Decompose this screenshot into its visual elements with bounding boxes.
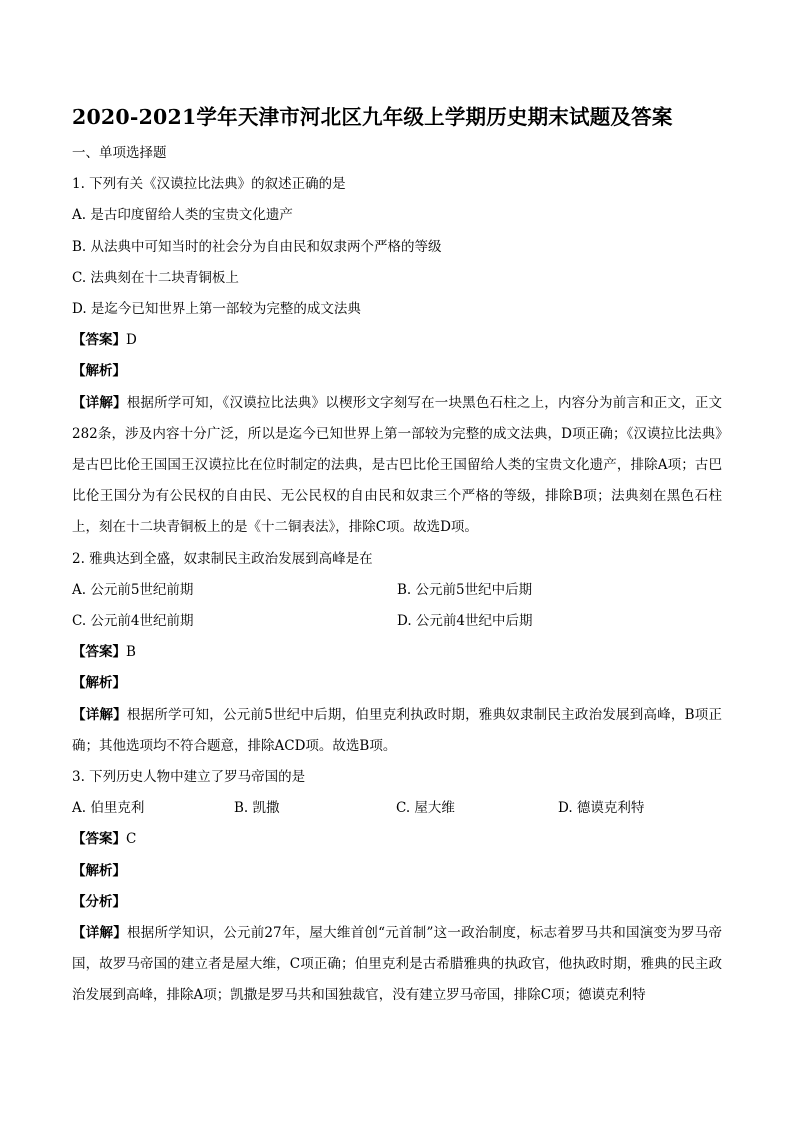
q1-option-c: C. 法典刻在十二块青铜板上 — [72, 269, 239, 286]
q3-answer-value: C — [126, 831, 137, 848]
q2-options-row-1 — [72, 575, 722, 606]
q2-option-d: D. 公元前4世纪中后期 — [397, 613, 533, 630]
analysis-tag: 【解析】 — [72, 675, 126, 692]
q3-option-c: C. 屋大维 — [396, 800, 455, 817]
answer-tag: 【答案】 — [72, 644, 126, 661]
detail-tag: 【详解】 — [72, 925, 127, 942]
q1-analysis-heading — [72, 356, 722, 387]
q2-analysis-heading — [72, 668, 722, 699]
answer-tag: 【答案】 — [72, 831, 126, 848]
q1-stem: 1. 下列有关《汉谟拉比法典》的叙述正确的是 — [72, 176, 346, 193]
q3-fenxi-heading — [72, 887, 722, 918]
q1-answer — [72, 325, 722, 356]
q2-option-a: A. 公元前5世纪前期 — [72, 581, 194, 598]
q1-answer-value: D — [126, 332, 137, 349]
detail-tag: 【详解】 — [72, 394, 127, 411]
q2-answer — [72, 637, 722, 668]
document-page — [72, 102, 722, 1012]
analysis-tag: 【解析】 — [72, 862, 126, 879]
q3-detail-text: 根据所学知识，公元前27年，屋大维首创“元首制”这一政治制度，标志着罗马共和国演变为罗马帝国，故罗马帝国的建立者是屋大维，C项正确；伯里克利是古希腊雅典的执政官，他执政时期，雅典的民主政治发展到高峰，排除A项；凯撒是罗马共和国独裁官，没有建立罗马帝国，排除C项；德谟克利特 — [72, 925, 723, 1004]
q1-detail — [72, 388, 722, 544]
answer-tag: 【答案】 — [72, 332, 126, 349]
section-heading: 一、单项选择题 — [72, 145, 167, 161]
q3-option-b: B. 凯撒 — [234, 800, 280, 817]
q2-option-c: C. 公元前4世纪前期 — [72, 613, 194, 630]
q2-detail — [72, 700, 722, 762]
q3-analysis-heading — [72, 856, 722, 887]
q3-answer — [72, 824, 722, 855]
q3-option-a: A. 伯里克利 — [72, 800, 145, 817]
q2-options-row-2 — [72, 606, 722, 637]
q1-option-d: D. 是迄今已知世界上第一部较为完整的成文法典 — [72, 301, 361, 318]
q3-detail — [72, 918, 722, 1012]
fenxi-tag: 【分析】 — [72, 893, 126, 910]
q3-option-d: D. 德谟克利特 — [558, 800, 645, 817]
q2-stem: 2. 雅典达到全盛，奴隶制民主政治发展到高峰是在 — [72, 550, 373, 567]
q3-stem: 3. 下列历史人物中建立了罗马帝国的是 — [72, 769, 306, 786]
detail-tag: 【详解】 — [72, 706, 127, 723]
document-title: 2020-2021学年天津市河北区九年级上学期历史期末试题及答案 — [72, 105, 673, 129]
q1-detail-text: 根据所学可知，《汉谟拉比法典》以楔形文字刻写在一块黑色石柱之上，内容分为前言和正文，正文282条，涉及内容十分广泛，所以是迄今已知世界上第一部较为完整的成文法典，D项正确；《汉谟拉比法典》是古巴比伦王国国王汉谟拉比在位时制定的法典，是古巴比伦王国留给人类的宝贵文化遗产，排除A项；古巴比伦王国分为有公民权的自由民、无公民权的自由民和奴隶三个严格的等级，排除B项；法典刻在黑色石柱上，刻在十二块青铜板上的是《十二铜表法》，排除C项。故选D项。 — [72, 394, 723, 536]
q2-option-b: B. 公元前5世纪中后期 — [397, 581, 533, 598]
q2-answer-value: B — [126, 644, 136, 661]
analysis-tag: 【解析】 — [72, 363, 126, 380]
q2-detail-text: 根据所学可知，公元前5世纪中后期，伯里克利执政时期，雅典奴隶制民主政治发展到高峰，B项正确；其他选项均不符合题意，排除ACD项。故选B项。 — [72, 706, 723, 754]
q1-option-a: A. 是古印度留给人类的宝贵文化遗产 — [72, 207, 293, 224]
q1-option-b: B. 从法典中可知当时的社会分为自由民和奴隶两个严格的等级 — [72, 238, 442, 255]
q3-options-row — [72, 793, 722, 824]
